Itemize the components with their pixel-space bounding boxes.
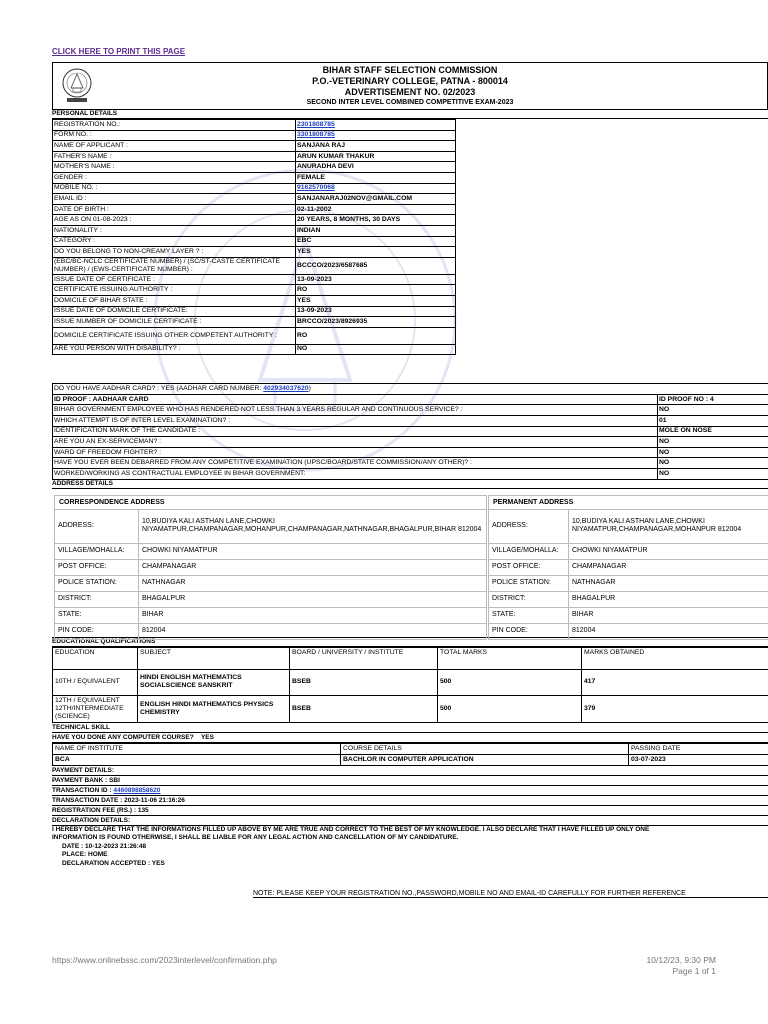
- field-value: [296, 120, 456, 131]
- address-value: 10,BUDIYA KALI ASTHAN LANE,CHOWKI NIYAMATPUR,CHAMPANAGAR,MOHANPUR 812004: [569, 509, 768, 543]
- field-label: DATE OF BIRTH :: [53, 204, 296, 215]
- commission-address: P.O.-VETERINARY COLLEGE, PATNA - 800014: [312, 76, 508, 86]
- field-value: BCCCO/2023/6587685: [296, 257, 456, 274]
- address-label: PIN CODE:: [489, 623, 569, 639]
- education-table: [52, 647, 768, 723]
- blank-cell: [456, 327, 768, 344]
- other-details-table: [52, 383, 768, 479]
- field-value: NO: [658, 437, 768, 448]
- personal-row: [53, 151, 768, 162]
- address-label: VILLAGE/MOHALLA:: [489, 543, 569, 559]
- transaction-id-label: TRANSACTION ID :: [52, 786, 114, 794]
- field-label: IDENTIFICATION MARK OF THE CANDIDATE :: [53, 426, 658, 437]
- declaration-line-1: I HEREBY DECLARE THAT THE INFORMATIONS FILLED UP ABOVE BY ME ARE TRUE AND CORRECT TO THE BEST OF MY KNOWLEDGE. I ALSO DECLARE THAT I HAVE FILLED UP ONLY ONE: [52, 825, 650, 833]
- aadhar-label: DO YOU HAVE AADHAR CARD? : YES (AADHAR CARD NUMBER:: [54, 385, 264, 393]
- address-row: [489, 607, 768, 623]
- field-value: [296, 130, 456, 141]
- blank-cell: [456, 257, 768, 274]
- blank-cell: [456, 141, 768, 152]
- personal-row: [53, 162, 768, 173]
- address-value: NATHNAGAR: [569, 575, 768, 591]
- address-row: [55, 559, 487, 575]
- address-value: BIHAR: [569, 607, 768, 623]
- blank-cell: [456, 225, 768, 236]
- field-label: EMAIL ID :: [53, 194, 296, 205]
- personal-row: [53, 120, 768, 131]
- address-value: BIHAR: [139, 607, 487, 623]
- payment-bank: PAYMENT BANK : SBI: [52, 776, 768, 786]
- personal-row: [53, 215, 768, 226]
- address-value: CHOWKI NIYAMATPUR: [139, 543, 487, 559]
- education-row: [53, 669, 768, 695]
- field-label: GENDER :: [53, 172, 296, 183]
- address-label: ADDRESS:: [55, 509, 139, 543]
- personal-row: [53, 236, 768, 247]
- address-value: CHAMPANAGAR: [569, 559, 768, 575]
- address-row: [489, 559, 768, 575]
- transaction-id-link[interactable]: 4460898858620: [113, 786, 161, 794]
- address-value: NATHNAGAR: [139, 575, 487, 591]
- permanent-address-table: [488, 495, 768, 640]
- field-value-link[interactable]: 9162570068: [297, 184, 335, 192]
- address-value: 812004: [569, 623, 768, 639]
- address-label: DISTRICT:: [55, 591, 139, 607]
- education-subject: HINDI ENGLISH MATHEMATICS SOCIALSCIENCE SANSKRIT: [138, 669, 290, 695]
- personal-row: [53, 183, 768, 194]
- field-value: YES: [296, 247, 456, 258]
- blank-cell: [456, 151, 768, 162]
- field-label: WARD OF FREEDOM FIGHTER? :: [53, 447, 658, 458]
- field-label: MOTHER'S NAME :: [53, 162, 296, 173]
- commission-name: BIHAR STAFF SELECTION COMMISSION: [322, 65, 498, 75]
- field-label: FATHER'S NAME :: [53, 151, 296, 162]
- personal-row: [53, 344, 768, 355]
- field-value: RO: [296, 327, 456, 344]
- address-label: POST OFFICE:: [55, 559, 139, 575]
- blank-cell: [456, 162, 768, 173]
- address-row: [489, 623, 768, 639]
- personal-row: [53, 285, 768, 296]
- page-header: [52, 62, 768, 110]
- transaction-date: TRANSACTION DATE : 2023-11-06 21:16:26: [52, 796, 768, 806]
- passing-date-header: PASSING DATE: [629, 743, 768, 754]
- blank-cell: [456, 172, 768, 183]
- address-value: CHAMPANAGAR: [139, 559, 487, 575]
- personal-row: [53, 317, 768, 328]
- field-label: DOMICILE OF BIHAR STATE :: [53, 295, 296, 306]
- education-header: TOTAL MARKS: [438, 647, 582, 669]
- education-header: SUBJECT: [138, 647, 290, 669]
- declaration-text: [52, 826, 768, 869]
- address-row: [55, 591, 487, 607]
- field-value: MOLE ON NOSE: [658, 426, 768, 437]
- address-row: [489, 591, 768, 607]
- blank-cell: [456, 130, 768, 141]
- field-label: WORKED/WORKING AS CONTRACTUAL EMPLOYEE IN BIHAR GOVERNMENT:: [53, 469, 658, 480]
- field-label: (EBC/BC-NCLC CERTIFICATE NUMBER) / (SC/ST-CASTE CERTIFICATE NUMBER) / (EWS-CERTIFICATE NUMBER) :: [53, 257, 296, 274]
- education-obtained: 417: [582, 669, 768, 695]
- field-value: BRCCO/2023/8926935: [296, 317, 456, 328]
- personal-row: [53, 257, 768, 274]
- field-value: SANJANA RAJ: [296, 141, 456, 152]
- payment-title: PAYMENT DETAILS:: [52, 766, 768, 776]
- exam-name: SECOND INTER LEVEL COMBINED COMPETITIVE EXAM-2023: [306, 99, 514, 106]
- blank-cell: [456, 247, 768, 258]
- personal-row: [53, 141, 768, 152]
- computer-course-label: HAVE YOU DONE ANY COMPUTER COURSE?: [52, 733, 194, 741]
- personal-row: [53, 130, 768, 141]
- field-label: CATEGORY :: [53, 236, 296, 247]
- id-proof: ID PROOF : AADHAAR CARD: [53, 394, 658, 405]
- advertisement-number: ADVERTISEMENT NO. 02/2023: [344, 87, 476, 97]
- blank-cell: [456, 306, 768, 317]
- field-value: ANURADHA DEVI: [296, 162, 456, 173]
- address-section: [52, 489, 768, 638]
- field-label: DOMICILE CERTIFICATE ISSUING OTHER COMPETENT AUTHORITY :: [53, 327, 296, 344]
- reference-note: NOTE: PLEASE KEEP YOUR REGISTRATION NO.,PASSWORD,MOBILE NO AND EMAIL-ID CAREFULLY FOR FURTHER REFERENCE: [253, 890, 768, 898]
- address-label: DISTRICT:: [489, 591, 569, 607]
- other-row: [53, 405, 768, 416]
- computer-course-answer: YES: [200, 733, 214, 741]
- declaration-line-2: INFORMATION IS FOUND OTHERWISE, I SHALL BE LIABLE FOR ANY LEGAL ACTION AND CANCELLATION OF MY CANDIDATURE.: [52, 834, 459, 842]
- field-label: REGISTRATION NO.:: [53, 120, 296, 131]
- personal-row: [53, 204, 768, 215]
- address-label: POLICE STATION:: [55, 575, 139, 591]
- education-header: MARKS OBTAINED: [582, 647, 768, 669]
- education-header: EDUCATION: [53, 647, 138, 669]
- field-value-link[interactable]: 3301808785: [297, 131, 335, 139]
- personal-row: [53, 225, 768, 236]
- field-value: YES: [296, 295, 456, 306]
- field-value: RO: [296, 285, 456, 296]
- declaration-accepted: DECLARATION ACCEPTED : YES: [62, 859, 165, 867]
- address-value: 10,BUDIYA KALI ASTHAN LANE,CHOWKI NIYAMATPUR,CHAMPANAGAR,MOHANPUR,CHAMPANAGAR,NATHNAGAR,BHAGALPUR,BIHAR 812004: [139, 509, 487, 543]
- personal-details-table: [52, 119, 768, 355]
- address-value: BHAGALPUR: [139, 591, 487, 607]
- course-header: COURSE DETAILS: [341, 743, 629, 754]
- blank-cell: [456, 204, 768, 215]
- field-value-link[interactable]: 2301808785: [297, 120, 335, 128]
- personal-row: [53, 327, 768, 344]
- declaration-title: DECLARATION DETAILS:: [52, 816, 768, 826]
- education-obtained: 379: [582, 695, 768, 722]
- blank-cell: [456, 183, 768, 194]
- id-proof-row: [53, 394, 768, 405]
- permanent-heading: PERMANENT ADDRESS: [489, 495, 768, 509]
- address-label: PIN CODE:: [55, 623, 139, 639]
- education-header: BOARD / UNIVERSITY / INSTITUTE: [290, 647, 438, 669]
- footer-page-number: Page 1 of 1: [672, 966, 716, 976]
- other-row: [53, 469, 768, 480]
- field-label: NAME OF APPLICANT :: [53, 141, 296, 152]
- personal-details-title: PERSONAL DETAILS: [52, 110, 768, 119]
- field-label: CERTIFICATE ISSUING AUTHORITY :: [53, 285, 296, 296]
- field-label: ISSUE DATE OF CERTIFICATE :: [53, 274, 296, 285]
- address-row: [55, 509, 487, 543]
- field-value: NO: [658, 447, 768, 458]
- blank-cell: [456, 194, 768, 205]
- education-education: 10TH / EQUIVALENT: [53, 669, 138, 695]
- field-label: WHICH ATTEMPT IS OF INTER LEVEL EXAMINATION? :: [53, 416, 658, 427]
- address-label: STATE:: [55, 607, 139, 623]
- personal-row: [53, 306, 768, 317]
- address-row: [55, 623, 487, 639]
- other-row: [53, 458, 768, 469]
- blank-cell: [456, 215, 768, 226]
- address-row: [55, 607, 487, 623]
- field-value: FEMALE: [296, 172, 456, 183]
- other-row: [53, 426, 768, 437]
- personal-row: [53, 295, 768, 306]
- aadhar-number-link[interactable]: 402934037620: [263, 385, 309, 393]
- field-label: DO YOU BELONG TO NON-CREAMY LAYER ? :: [53, 247, 296, 258]
- print-page-link[interactable]: CLICK HERE TO PRINT THIS PAGE: [52, 47, 186, 56]
- field-value: 02-11-2002: [296, 204, 456, 215]
- education-board: BSEB: [290, 669, 438, 695]
- address-row: [489, 575, 768, 591]
- registration-fee: REGISTRATION FEE (RS.) : 135: [52, 806, 768, 816]
- personal-row: [53, 172, 768, 183]
- course-value: BACHLOR IN COMPUTER APPLICATION: [341, 754, 629, 765]
- blank-cell: [456, 285, 768, 296]
- footer-url: https://www.onlinebssc.com/2023interlevel/confirmation.php: [52, 955, 277, 965]
- education-board: BSEB: [290, 695, 438, 722]
- field-label: NATIONALITY :: [53, 225, 296, 236]
- field-value: 13-09-2023: [296, 306, 456, 317]
- address-value: CHOWKI NIYAMATPUR: [569, 543, 768, 559]
- computer-course-question: [52, 733, 768, 743]
- address-label: VILLAGE/MOHALLA:: [55, 543, 139, 559]
- address-value: 812004: [139, 623, 487, 639]
- declaration-date: DATE : 10-12-2023 21:26:48: [62, 842, 147, 850]
- blank-cell: [456, 274, 768, 285]
- personal-row: [53, 247, 768, 258]
- footer-timestamp: 10/12/23, 9:30 PM: [646, 955, 716, 965]
- field-label: ISSUE DATE OF DOMICILE CERTIFICATE:: [53, 306, 296, 317]
- address-label: ADDRESS:: [489, 509, 569, 543]
- field-label: ARE YOU PERSON WITH DISABILITY? :: [53, 344, 296, 355]
- address-label: POST OFFICE:: [489, 559, 569, 575]
- field-label: HAVE YOU EVER BEEN DEBARRED FROM ANY COMPETITIVE EXAMINATION (UPSC/BOARD/STATE COMMISSION/ANY OTHER)? :: [53, 458, 658, 469]
- address-label: STATE:: [489, 607, 569, 623]
- field-label: MOBILE NO. :: [53, 183, 296, 194]
- education-row: [53, 695, 768, 722]
- field-value: NO: [658, 405, 768, 416]
- field-value: SANJANARAJ02NOV@GMAIL.COM: [296, 194, 456, 205]
- address-value: BHAGALPUR: [569, 591, 768, 607]
- institute-header: NAME OF INSTITUTE: [53, 743, 341, 754]
- correspondence-address-table: [54, 495, 487, 640]
- technical-skill-title: TECHNICAL SKILL: [52, 723, 768, 733]
- institute-value: BCA: [53, 754, 341, 765]
- education-total: 500: [438, 669, 582, 695]
- personal-row: [53, 194, 768, 205]
- confirmation-sheet: [52, 62, 768, 868]
- address-row: [489, 509, 768, 543]
- field-value: NO: [658, 458, 768, 469]
- field-value: 01: [658, 416, 768, 427]
- transaction-id-row: [52, 786, 768, 796]
- field-value: EBC: [296, 236, 456, 247]
- blank-cell: [456, 236, 768, 247]
- address-row: [489, 543, 768, 559]
- education-total: 500: [438, 695, 582, 722]
- education-subject: ENGLISH HINDI MATHEMATICS PHYSICS CHEMISTRY: [138, 695, 290, 722]
- blank-cell: [456, 317, 768, 328]
- footer-datetime: [647, 955, 716, 977]
- blank-cell: [456, 120, 768, 131]
- field-value: NO: [296, 344, 456, 355]
- field-value: ARUN KUMAR THAKUR: [296, 151, 456, 162]
- field-value: INDIAN: [296, 225, 456, 236]
- aadhar-close: ): [308, 385, 311, 393]
- blank-cell: [456, 344, 768, 355]
- technical-table: [52, 743, 768, 766]
- other-row: [53, 416, 768, 427]
- other-row: [53, 437, 768, 448]
- field-value: 13-09-2023: [296, 274, 456, 285]
- address-row: [55, 543, 487, 559]
- field-label: FORM NO. :: [53, 130, 296, 141]
- declaration-place: PLACE: HOME: [62, 851, 108, 859]
- address-row: [55, 575, 487, 591]
- field-label: ISSUE NUMBER OF DOMICILE CERTIFICATE :: [53, 317, 296, 328]
- education-education: 12TH / EQUIVALENT 12TH/INTERMEDIATE (SCIENCE): [53, 695, 138, 722]
- field-label: ARE YOU AN EX-SERVICEMAN? :: [53, 437, 658, 448]
- other-row: [53, 447, 768, 458]
- field-value: [296, 183, 456, 194]
- correspondence-heading: CORRESPONDENCE ADDRESS: [55, 495, 487, 509]
- education-title: EDUCATIONAL QUALIFICATIONS: [52, 638, 768, 647]
- id-proof-no: ID PROOF NO : 4: [658, 394, 768, 405]
- address-details-title: ADDRESS DETAILS: [52, 480, 768, 489]
- blank-cell: [456, 295, 768, 306]
- field-value: NO: [658, 469, 768, 480]
- address-label: POLICE STATION:: [489, 575, 569, 591]
- field-value: 20 YEARS, 8 MONTHS, 30 DAYS: [296, 215, 456, 226]
- field-label: BIHAR GOVERNMENT EMPLOYEE WHO HAS RENDERED NOT LESS THAN 3 YEARS REGULAR AND CONTINUOUS SERVICE? :: [53, 405, 658, 416]
- personal-row: [53, 274, 768, 285]
- field-label: AGE AS ON 01-08-2023 :: [53, 215, 296, 226]
- aadhar-row: [53, 384, 768, 395]
- passing-date-value: 03-07-2023: [629, 754, 768, 765]
